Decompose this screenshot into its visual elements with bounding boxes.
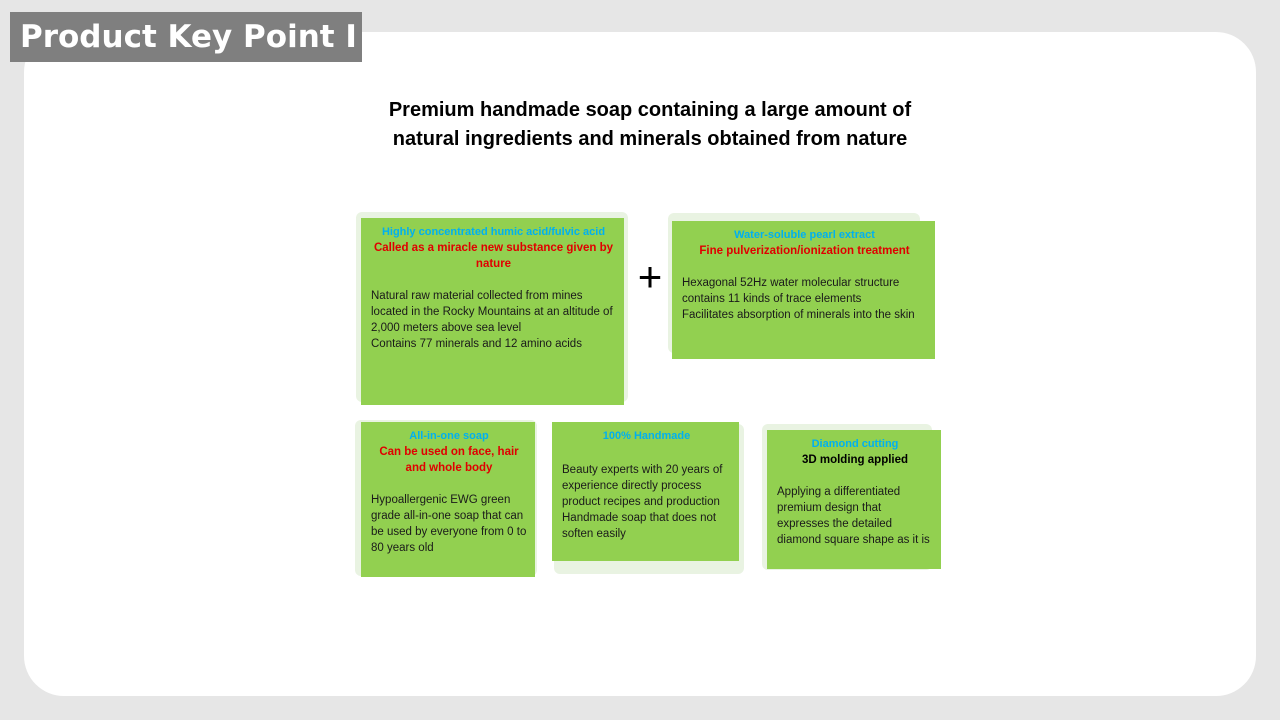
card-body-line: Beauty experts with 20 years of experience directly process product recipes and production [562,464,723,508]
card-body-line: Applying a differentiated premium design that expresses the detailed diamond square shape as it is [777,486,930,546]
card-body-line: Facilitates absorption of minerals into the skin [682,309,915,321]
card-body-line: Natural raw material collected from mines located in the Rocky Mountains at an altitude of 2,000 meters above sea level [371,290,613,334]
card-body [562,462,731,542]
card-body-line: Contains 77 minerals and 12 amino acids [371,338,582,350]
card-body-line: Hexagonal 52Hz water molecular structure contains 11 kinds of trace elements [682,277,900,305]
card-body-line: Hypoallergenic EWG green grade all-in-one soap that can be used by everyone from 0 to 80 years old [371,494,527,554]
feature-card-handmade [552,422,739,561]
card-body-line: Handmade soap that does not soften easily [562,512,717,540]
card-body [777,484,933,548]
card-body [371,492,527,556]
headline-line-2: natural ingredients and minerals obtained from nature [392,128,908,150]
card-title: All-in-one soap [409,430,489,442]
card-title: Highly concentrated humic acid/fulvic acid [381,226,606,238]
headline-line-1: Premium handmade soap containing a large amount of [388,99,912,121]
feature-card-pearl-extract [672,221,935,359]
headline [340,96,960,154]
card-subtitle: Called as a miracle new substance given by nature [373,242,614,270]
feature-card-all-in-one [361,422,535,577]
feature-card-diamond-cutting [767,430,941,569]
card-body [371,288,616,352]
card-subtitle: Can be used on face, hair and whole body [379,446,519,474]
plus-icon: + [637,253,663,300]
card-body [682,275,927,323]
card-subtitle: Fine pulverization/ionization treatment [699,245,910,257]
card-title: 100% Handmade [602,430,691,442]
feature-card-humic-acid [361,218,624,405]
card-subtitle: 3D molding applied [801,454,909,466]
card-title: Water-soluble pearl extract [734,229,875,241]
page-title: Product Key Point Ⅰ [10,12,362,62]
card-title: Diamond cutting [811,438,899,450]
